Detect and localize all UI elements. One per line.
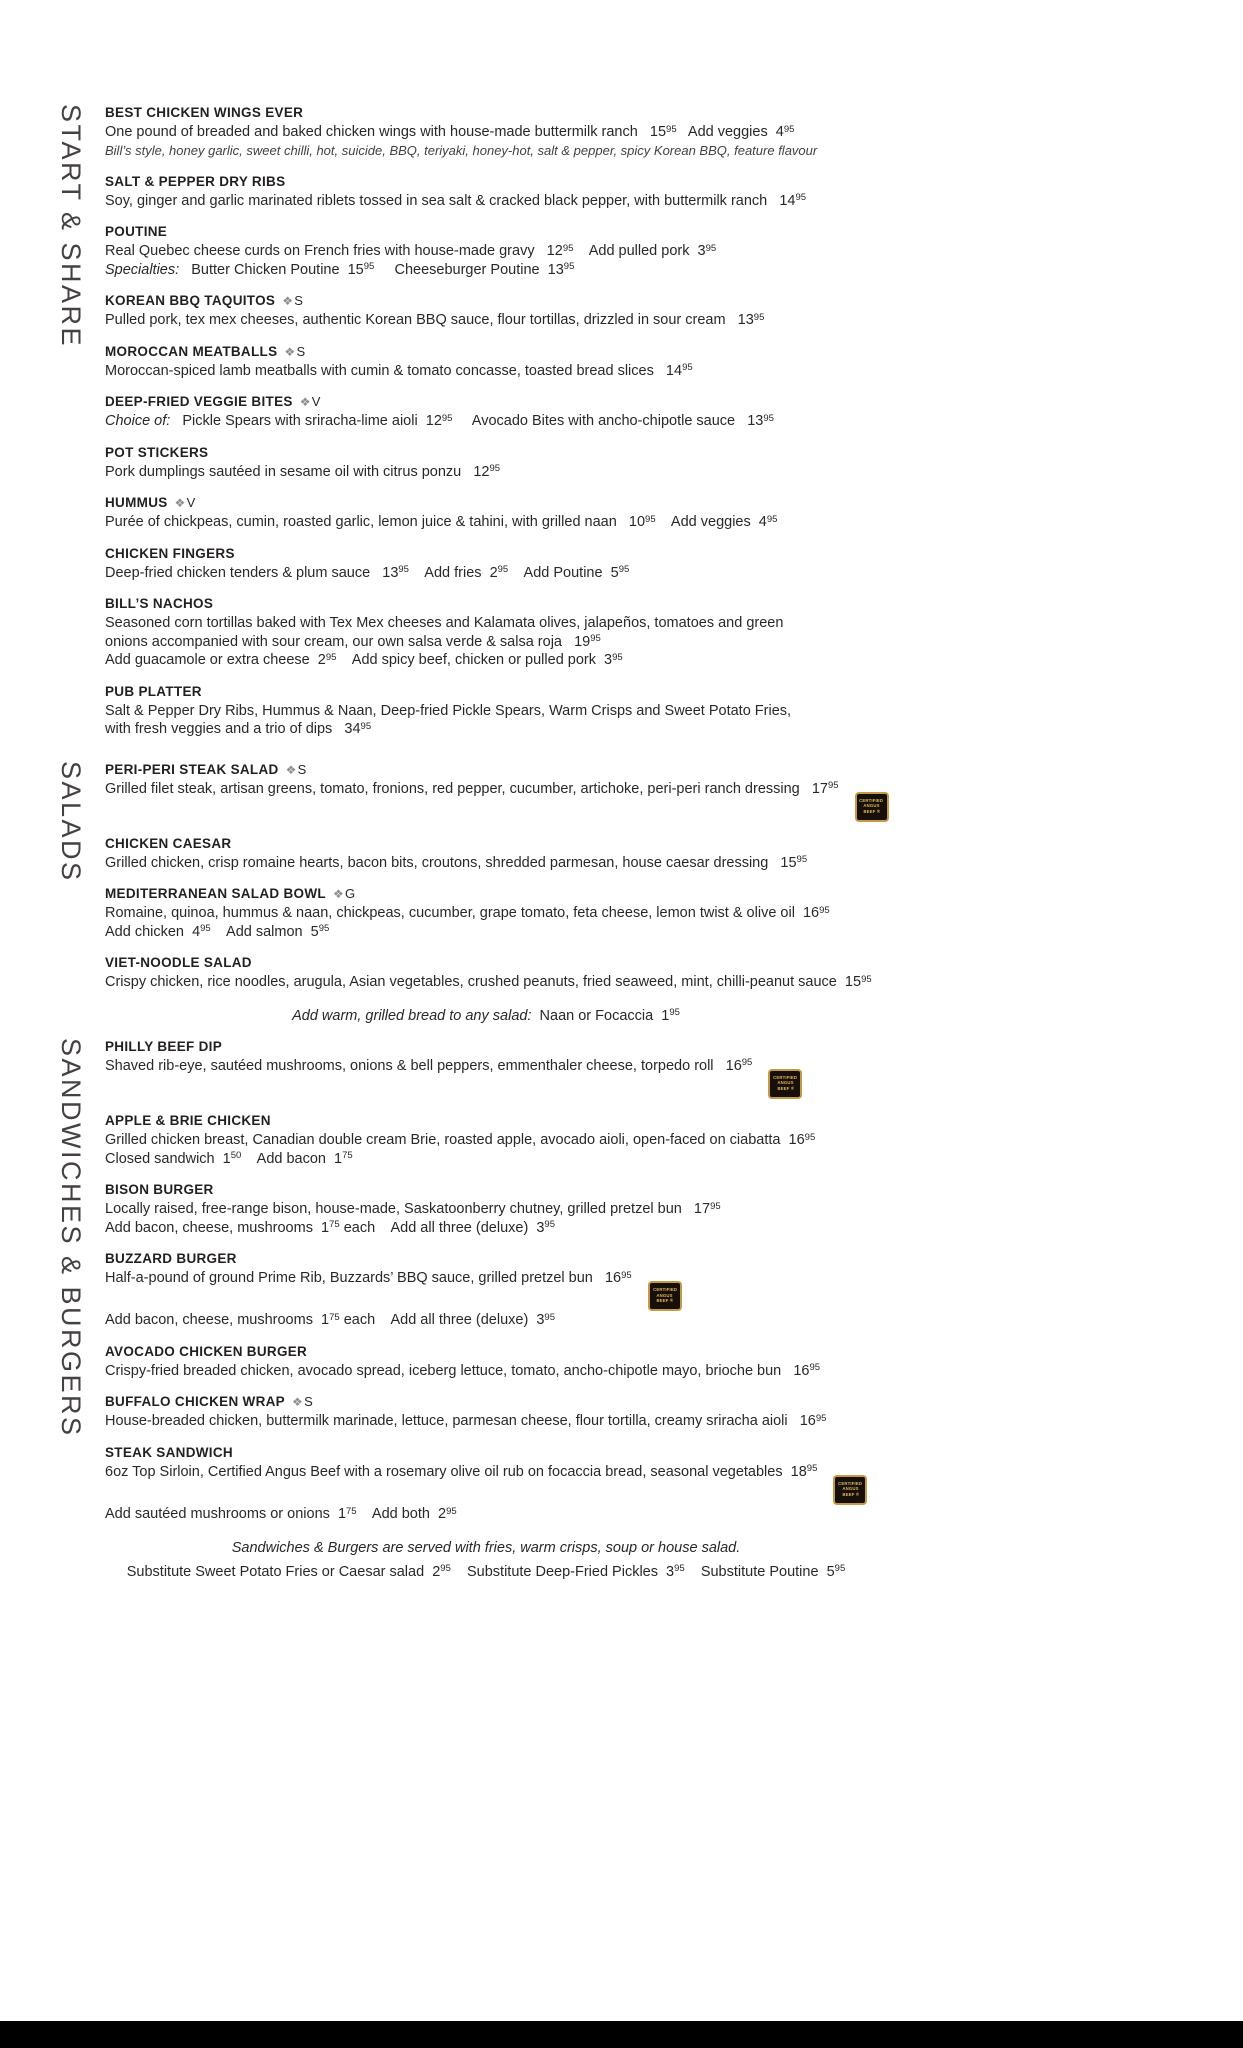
- item-name: [105, 1344, 975, 1359]
- item-description: Crispy-fried breaded chicken, avocado spread, iceberg lettuce, tomato, ancho-chipotle mayo, brioche bun $16^{95}$: [105, 1362, 821, 1379]
- price: $34^{95}$: [344, 720, 372, 737]
- item-description: Soy, ginger and garlic marinated riblets tossed in sea salt & cracked black pepper, with buttermilk ranch $14^{95}$: [105, 192, 807, 209]
- dietary-tag-icon: ❖: [332, 887, 345, 902]
- price: $3^{95}$: [536, 1311, 555, 1329]
- section-note: Add warm, grilled bread to any salad: Naan or Focaccia $1^{95}$: [292, 1007, 680, 1024]
- item-description: House-breaded chicken, buttermilk marinade, lettuce, parmesan cheese, flour tortilla, creamy sriracha aioli $16^{95}$: [105, 1412, 827, 1430]
- price: $17^{95}$: [693, 1200, 721, 1217]
- price: $2^{95}$: [317, 651, 337, 668]
- price: $10^{95}$: [628, 513, 656, 530]
- section-note: [105, 1538, 867, 1558]
- price: $1^{95}$: [661, 1007, 680, 1024]
- item-description: Seasoned corn tortillas baked with Tex Mex cheeses and Kalamata olives, jalapeños, tomatoes and green: [105, 615, 784, 631]
- item-name: [105, 445, 975, 460]
- certified-angus-beef-badge-text: ANGUS: [842, 1486, 859, 1492]
- dietary-tag-icon: ❖: [282, 294, 294, 308]
- item-name: [105, 836, 975, 851]
- price: $1^{50}$: [222, 1150, 242, 1167]
- item-name: [105, 684, 975, 699]
- item-name-text: BUZZARD BURGER: [105, 1251, 237, 1266]
- item-description: Grilled filet steak, artisan greens, tomato, fronions, red pepper, cucumber, artichoke, peri-peri ranch dressing $17^{95}$ CERTIFIED ANGUS BEEF ®: [105, 780, 975, 822]
- price: $16^{95}$: [604, 1269, 632, 1286]
- price: $5^{95}$: [310, 923, 330, 940]
- menu-section: [57, 761, 1243, 1030]
- item-name-text: POUTINE: [105, 224, 168, 239]
- dietary-tag: [300, 394, 321, 409]
- item-name: [105, 105, 975, 120]
- price: $18^{95}$: [790, 1463, 818, 1480]
- price: $13^{95}$: [547, 261, 575, 278]
- dietary-tag: [284, 344, 305, 359]
- dietary-tag-letter: S: [294, 293, 304, 308]
- certified-angus-beef-badge-text: BEEF ®: [842, 1492, 859, 1498]
- dietary-tag: [282, 293, 303, 308]
- menu-item: [105, 1182, 975, 1237]
- price: $15^{95}$: [780, 854, 808, 871]
- certified-angus-beef-badge-text: CERTIFIED: [859, 798, 884, 804]
- certified-angus-beef-badge-text: CERTIFIED: [652, 1287, 677, 1293]
- price: $1^{75}$: [334, 1150, 353, 1167]
- item-name: [105, 394, 975, 409]
- section-title: START & SHARE: [56, 104, 86, 349]
- price: $15^{95}$: [347, 261, 375, 278]
- menu-item: [105, 1039, 975, 1099]
- item-name: [105, 886, 975, 901]
- price: $2^{95}$: [432, 1563, 451, 1580]
- certified-angus-beef-badge-text: ANGUS: [656, 1293, 673, 1299]
- item-description: Pork dumplings sautéed in sesame oil with citrus ponzu $12^{95}$: [105, 463, 501, 480]
- menu-item: [105, 105, 975, 160]
- item-description: Choice of: Pickle Spears with sriracha-lime aioli $12^{95}$ Avocado Bites with ancho-chipotle sauce $13^{95}$: [105, 412, 774, 429]
- dietary-tag-letter: S: [297, 761, 307, 777]
- price: $1^{75}$: [321, 1311, 340, 1329]
- price: $1^{75}$: [337, 1505, 357, 1522]
- item-name-text: HUMMUS: [105, 495, 168, 510]
- item-name: [105, 174, 975, 189]
- price: $15^{95}$: [649, 123, 677, 140]
- menu-item: [105, 344, 975, 381]
- item-name-text: DEEP-FRIED VEGGIE BITES: [105, 394, 293, 409]
- item-name-text: APPLE & BRIE CHICKEN: [105, 1113, 271, 1128]
- item-name: [105, 1251, 975, 1266]
- price: $1^{75}$: [321, 1219, 340, 1236]
- item-name: [105, 1039, 975, 1054]
- dietary-tag-letter: V: [186, 495, 196, 510]
- section-rail: [57, 761, 105, 883]
- item-name: [105, 495, 975, 510]
- section-content: [105, 1038, 975, 1586]
- item-name-text: KOREAN BBQ TAQUITOS: [105, 293, 276, 308]
- price: $4^{95}$: [758, 513, 778, 530]
- item-description: Add sautéed mushrooms or onions $1^{75}$ Add both $2^{95}$: [105, 1505, 457, 1522]
- item-name: [105, 344, 975, 359]
- menu-item: [105, 1113, 975, 1168]
- item-name: [105, 1182, 975, 1197]
- price: $12^{95}$: [425, 412, 453, 429]
- item-description: Half-a-pound of ground Prime Rib, Buzzards’ BBQ sauce, grilled pretzel bun $16^{95}$ CERTIFIED ANGUS BEEF ®: [105, 1269, 975, 1311]
- italic-text: Add warm, grilled bread to any salad:: [292, 1007, 532, 1024]
- price: $17^{95}$: [811, 780, 839, 797]
- bottom-bar: [0, 2021, 1243, 2048]
- price: $14^{95}$: [665, 362, 693, 379]
- item-description: with fresh veggies and a trio of dips $34^{95}$: [105, 720, 372, 737]
- price: $16^{95}$: [793, 1362, 821, 1379]
- menu-item: [105, 596, 975, 670]
- price: $2^{95}$: [489, 564, 509, 581]
- menu-section: [57, 104, 1243, 753]
- item-name: [105, 596, 975, 611]
- item-description: Add guacamole or extra cheese $2^{95}$ Add spicy beef, chicken or pulled pork $3^{95}$: [105, 651, 623, 668]
- price: $16^{95}$: [799, 1412, 827, 1430]
- item-name-text: MEDITERRANEAN SALAD BOWL: [105, 886, 326, 902]
- item-description: Romaine, quinoa, hummus & naan, chickpeas, cucumber, grape tomato, feta cheese, lemon twist & olive oil $16^{95}$: [105, 904, 830, 922]
- dietary-tag-letter: S: [296, 343, 306, 359]
- price: $16^{95}$: [788, 1131, 816, 1148]
- dietary-tag-letter: S: [304, 1394, 314, 1410]
- item-name: [105, 546, 975, 561]
- item-description: Closed sandwich $1^{50}$ Add bacon $1^{75}$: [105, 1150, 353, 1167]
- item-description: Crispy chicken, rice noodles, arugula, Asian vegetables, crushed peanuts, fried seaweed, mint, chilli-peanut sauce $15^{95}$: [105, 973, 872, 991]
- certified-angus-beef-badge: [855, 792, 889, 822]
- item-description: Add bacon, cheese, mushrooms $1^{75}$ each Add all three (deluxe) $3^{95}$: [105, 1219, 555, 1236]
- price: $3^{95}$: [697, 242, 717, 259]
- menu: [57, 104, 1243, 1586]
- item-name-text: BUFFALO CHICKEN WRAP: [105, 1394, 285, 1410]
- item-description: Bill’s style, honey garlic, sweet chilli, hot, suicide, BBQ, teriyaki, honey-hot, salt & pepper, spicy Korean BBQ, feature flavour: [105, 142, 818, 158]
- item-name-text: STEAK SANDWICH: [105, 1444, 233, 1460]
- menu-item: [105, 394, 975, 431]
- dietary-tag-icon: ❖: [174, 496, 186, 510]
- section-rail: [57, 104, 105, 348]
- item-description: Add chicken $4^{95}$ Add salmon $5^{95}$: [105, 923, 330, 940]
- item-name: [105, 1445, 975, 1460]
- item-description: One pound of breaded and baked chicken wings with house-made buttermilk ranch $15^{95}$ Add veggies $4^{95}$: [105, 123, 795, 140]
- item-name: [105, 1394, 975, 1409]
- item-name-text: VIET-NOODLE SALAD: [105, 955, 252, 971]
- section-title: SANDWICHES & BURGERS: [56, 1037, 86, 1438]
- item-name: [105, 762, 975, 777]
- menu-item: [105, 293, 975, 330]
- item-description: Specialties: Butter Chicken Poutine $15^{95}$ Cheeseburger Poutine $13^{95}$: [105, 261, 575, 278]
- item-description: Grilled chicken, crisp romaine hearts, bacon bits, croutons, shredded parmesan, house caesar dressing $15^{95}$: [105, 854, 808, 871]
- price: $14^{95}$: [779, 192, 807, 209]
- certified-angus-beef-badge-text: BEEF ®: [777, 1086, 794, 1092]
- menu-item: [105, 1394, 975, 1431]
- certified-angus-beef-badge-text: BEEF ®: [656, 1298, 674, 1304]
- menu-item: [105, 1251, 975, 1330]
- item-name-text: CHICKEN CAESAR: [105, 835, 232, 851]
- item-name: [105, 955, 975, 970]
- dietary-tag-icon: ❖: [285, 762, 297, 777]
- price: $12^{95}$: [546, 242, 574, 259]
- section-content: [105, 104, 975, 753]
- section-title: SALADS: [56, 760, 86, 883]
- menu-item: [105, 445, 975, 482]
- certified-angus-beef-badge-text: BEEF ®: [863, 809, 880, 815]
- item-description: Locally raised, free-range bison, house-made, Saskatoonberry chutney, grilled pretzel bun $17^{95}$: [105, 1200, 721, 1217]
- price: $13^{95}$: [747, 412, 774, 429]
- price: $19^{95}$: [574, 633, 601, 650]
- dietary-tag: [333, 886, 355, 901]
- price: $12^{95}$: [473, 463, 501, 480]
- price: $4^{95}$: [775, 123, 795, 140]
- menu-item: [105, 1445, 975, 1524]
- dietary-tag-icon: ❖: [292, 1395, 304, 1410]
- price: $15^{95}$: [844, 973, 872, 991]
- menu-item: [105, 762, 975, 822]
- certified-angus-beef-badge-text: CERTIFIED: [773, 1075, 798, 1081]
- price: $13^{95}$: [737, 311, 765, 328]
- italic-text: Choice of:: [105, 413, 171, 429]
- menu-item: [105, 546, 975, 583]
- dietary-tag: [292, 1394, 313, 1409]
- italic-text: Specialties:: [105, 261, 180, 278]
- price: $3^{95}$: [666, 1563, 685, 1580]
- price: $13^{95}$: [382, 564, 409, 581]
- dietary-tag-letter: V: [311, 394, 321, 409]
- item-name-text: CHICKEN FINGERS: [105, 545, 235, 561]
- price: $4^{95}$: [192, 923, 211, 940]
- menu-item: [105, 955, 975, 992]
- item-name: [105, 1113, 975, 1128]
- price: $5^{95}$: [610, 564, 630, 581]
- item-name-text: BILL’S NACHOS: [105, 596, 214, 611]
- menu-section: [57, 1038, 1243, 1586]
- item-name: [105, 293, 975, 308]
- menu-item: [105, 684, 975, 739]
- menu-item: [105, 174, 975, 211]
- price: $2^{95}$: [438, 1505, 457, 1522]
- certified-angus-beef-badge: [648, 1281, 682, 1311]
- item-name-text: POT STICKERS: [105, 444, 209, 460]
- menu-item: [105, 886, 975, 941]
- certified-angus-beef-badge: [833, 1475, 867, 1505]
- certified-angus-beef-badge-text: ANGUS: [863, 803, 880, 809]
- item-name-text: PUB PLATTER: [105, 683, 202, 699]
- section-content: [105, 761, 975, 1030]
- item-description: Salt & Pepper Dry Ribs, Hummus & Naan, Deep-fried Pickle Spears, Warm Crisps and Sweet Potato Fries,: [105, 702, 792, 719]
- price: $16^{95}$: [725, 1057, 753, 1074]
- item-name-text: AVOCADO CHICKEN BURGER: [105, 1343, 308, 1359]
- dietary-tag: [175, 495, 196, 510]
- menu-item: [105, 1344, 975, 1381]
- dietary-tag-icon: ❖: [299, 395, 311, 409]
- certified-angus-beef-badge-text: ANGUS: [777, 1080, 794, 1086]
- item-description: Deep-fried chicken tenders & plum sauce $13^{95}$ Add fries $2^{95}$ Add Poutine $5^{95}$: [105, 564, 630, 581]
- item-description: Shaved rib-eye, sautéed mushrooms, onions & bell peppers, emmenthaler cheese, torpedo roll $16^{95}$ CERTIFIED ANGUS BEEF ®: [105, 1057, 975, 1099]
- item-name-text: PERI-PERI STEAK SALAD: [105, 761, 279, 777]
- certified-angus-beef-badge: [768, 1069, 802, 1099]
- item-description: Real Quebec cheese curds on French fries with house-made gravy $12^{95}$ Add pulled pork $3^{95}$: [105, 242, 717, 259]
- menu-item: [105, 495, 975, 532]
- price: $16^{95}$: [802, 904, 830, 922]
- item-description: Pulled pork, tex mex cheeses, authentic Korean BBQ sauce, flour tortillas, drizzled in sour cream $13^{95}$: [105, 311, 765, 328]
- item-name-text: BEST CHICKEN WINGS EVER: [105, 105, 304, 120]
- item-name-text: BISON BURGER: [105, 1182, 214, 1197]
- item-description: 6oz Top Sirloin, Certified Angus Beef with a rosemary olive oil rub on focaccia bread, seasonal vegetables $18^{95}$ CERTIFIED ANGUS BEEF ®: [105, 1463, 975, 1505]
- dietary-tag-icon: ❖: [284, 344, 296, 359]
- item-description: Add bacon, cheese, mushrooms $1^{75}$ each Add all three (deluxe) $3^{95}$: [105, 1311, 555, 1329]
- dietary-tag: [286, 762, 307, 777]
- italic-text: Sandwiches & Burgers are served with fries, warm crisps, soup or house salad.: [231, 1539, 741, 1556]
- price: $3^{95}$: [604, 651, 623, 668]
- item-name: [105, 224, 975, 239]
- price: $5^{95}$: [826, 1563, 846, 1580]
- item-name-text: SALT & PEPPER DRY RIBS: [105, 173, 286, 189]
- item-description: Moroccan-spiced lamb meatballs with cumin & tomato concasse, toasted bread slices $14^{95}$: [105, 362, 693, 379]
- item-name-text: MOROCCAN MEATBALLS: [105, 343, 278, 359]
- dietary-tag-letter: G: [345, 886, 356, 902]
- section-note: Substitute Sweet Potato Fries or Caesar salad $2^{95}$ Substitute Deep-Fried Pickles $3^{95}$ Substitute Poutine $5^{95}$: [126, 1563, 846, 1580]
- price: $3^{95}$: [536, 1219, 555, 1236]
- item-name-text: PHILLY BEEF DIP: [105, 1038, 223, 1054]
- certified-angus-beef-badge-text: CERTIFIED: [838, 1481, 863, 1487]
- item-description: Grilled chicken breast, Canadian double cream Brie, roasted apple, avocado aioli, open-faced on ciabatta $16^{95}$: [105, 1131, 816, 1148]
- item-description: Purée of chickpeas, cumin, roasted garlic, lemon juice & tahini, with grilled naan $10^{95}$ Add veggies $4^{95}$: [105, 513, 778, 530]
- section-rail: [57, 1038, 105, 1438]
- item-description: onions accompanied with sour cream, our own salsa verde & salsa roja $19^{95}$: [105, 633, 601, 650]
- menu-item: [105, 836, 975, 873]
- menu-item: [105, 224, 975, 279]
